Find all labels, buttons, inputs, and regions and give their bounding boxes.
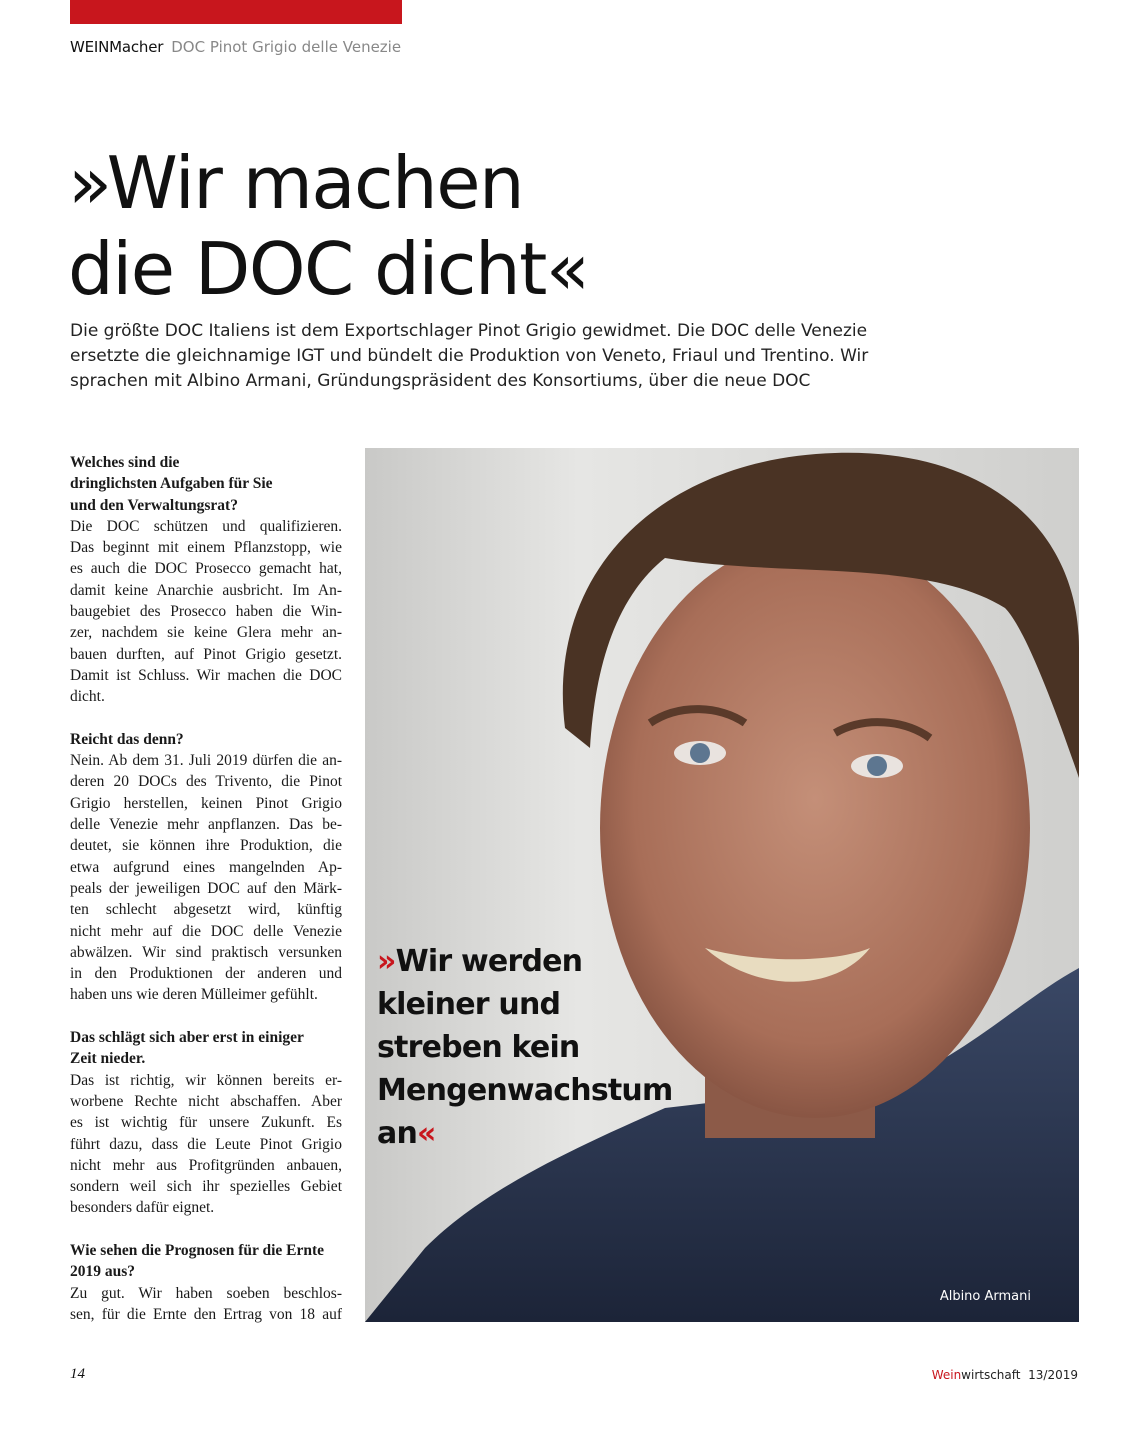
lead-line: Die größte DOC Italiens ist dem Exportschlager Pinot Grigio gewidmet. Die DOC delle Venezie: [70, 321, 868, 341]
lead-line: sprachen mit Albino Armani, Gründungspräsident des Konsortiums, über die neue DOC: [70, 371, 811, 391]
answer-line: baugebiet des Prosecco haben die Win-: [70, 603, 342, 621]
headline-line: die DOC dicht«: [68, 227, 589, 311]
question-line: dringlichsten Aufgaben für Sie: [70, 475, 273, 493]
question-line: und den Verwaltungsrat?: [70, 496, 238, 514]
answer-line: Das beginnt mit einem Pflanzstopp, wie: [70, 539, 342, 557]
answer-line: führt dazu, dass die Leute Pinot Grigio: [70, 1135, 342, 1153]
quote-line: streben kein: [377, 1030, 580, 1065]
section-name: WEINMacher: [70, 38, 164, 56]
question-line: Reicht das denn?: [70, 730, 184, 748]
answer-line: nicht mehr aus Profitgründen anbauen,: [70, 1156, 342, 1174]
answer-line: Die DOC schützen und qualifizieren.: [70, 517, 342, 535]
answer-line: in den Produktionen der anderen und: [70, 965, 342, 983]
interview-section: [70, 1027, 342, 1219]
answer-line: deutet, sie können ihre Produktion, die: [70, 837, 342, 855]
question-line: Das schlägt sich aber erst in einiger: [70, 1029, 304, 1047]
portrait-image: [365, 448, 1079, 1322]
answer-line: Grigio herstellen, keinen Pinot Grigio: [70, 794, 342, 812]
question-line: Wie sehen die Prognosen für die Ernte: [70, 1241, 325, 1259]
answer-line: dicht.: [70, 688, 105, 706]
answer-line: Damit ist Schluss. Wir machen die DOC: [70, 666, 342, 684]
portrait-photo: [365, 448, 1079, 1322]
answer-line: abwälzen. Wir sind praktisch versunken: [70, 943, 342, 961]
quote-line: Mengenwachstum: [377, 1073, 673, 1108]
answer-line: worbene Rechte nicht abschaffen. Aber: [70, 1092, 342, 1110]
pull-quote: [377, 940, 672, 1155]
answer-line: peals der jeweiligen DOC auf den Märk-: [70, 879, 342, 897]
lead-paragraph: [70, 319, 870, 394]
lead-line: ersetzte die gleichnamige IGT und bündelt die Produktion von Veneto, Friaul und Trentino. Wir: [70, 346, 869, 366]
answer-line: ten schlecht abgesetzt wird, künftig: [70, 901, 342, 919]
answer-line: etwa aufgrund eines mangelnden Ap-: [70, 858, 342, 876]
answer-line: sen, für die Ernte den Ertrag von 18 auf: [70, 1305, 342, 1323]
interview-section: [70, 452, 342, 708]
quote-open-mark: »: [377, 944, 396, 979]
question-line: Zeit nieder.: [70, 1050, 146, 1068]
question-line: Welches sind die: [70, 454, 180, 471]
quote-line: an: [377, 1116, 418, 1151]
headline: [68, 140, 588, 312]
answer-line: Zu gut. Wir haben soeben beschlos-: [70, 1284, 342, 1302]
article-column: [70, 452, 342, 1346]
headline-line: »Wir machen: [68, 141, 524, 225]
issue-number: 13/2019: [1028, 1368, 1078, 1382]
answer-line: Das ist richtig, wir können bereits er-: [70, 1071, 342, 1089]
interview-section: [70, 729, 342, 1006]
answer-line: deren 20 DOCs des Trivento, die Pinot: [70, 773, 342, 791]
answer-line: damit keine Anarchie ausbricht. Im An-: [70, 581, 342, 599]
answer-line: Nein. Ab dem 31. Juli 2019 dürfen die an-: [70, 752, 342, 770]
answer-line: delle Venezie mehr anpflanzen. Das be-: [70, 816, 342, 834]
photo-caption: Albino Armani: [939, 1289, 1031, 1304]
quote-line: Wir werden: [395, 944, 583, 979]
quote-close-mark: «: [417, 1116, 436, 1151]
answer-line: haben uns wie deren Mülleimer gefühlt.: [70, 986, 318, 1004]
quote-line: kleiner und: [377, 987, 561, 1022]
answer-line: es auch die DOC Prosecco gemacht hat,: [70, 560, 342, 578]
question-line: 2019 aus?: [70, 1263, 136, 1281]
answer-line: es ist wichtig für unsere Zukunft. Es: [70, 1114, 342, 1132]
answer-line: bauen durften, auf Pinot Grigio gesetzt.: [70, 645, 342, 663]
answer-line: nicht mehr auf die DOC delle Venezie: [70, 922, 342, 940]
answer-line: sondern weil sich ihr spezielles Gebiet: [70, 1178, 342, 1196]
brand-wirtschaft: wirtschaft: [961, 1368, 1021, 1382]
section-topic: DOC Pinot Grigio delle Venezie: [171, 38, 402, 56]
section-header: [70, 38, 401, 56]
accent-bar: [70, 0, 402, 24]
answer-line: zer, nachdem sie keine Glera mehr an-: [70, 624, 342, 642]
magazine-footer: [932, 1368, 1078, 1382]
answer-line: besonders dafür eignet.: [70, 1199, 215, 1217]
brand-wein: Wein: [931, 1368, 962, 1382]
page-number: 14: [70, 1366, 85, 1382]
interview-section: [70, 1240, 342, 1325]
